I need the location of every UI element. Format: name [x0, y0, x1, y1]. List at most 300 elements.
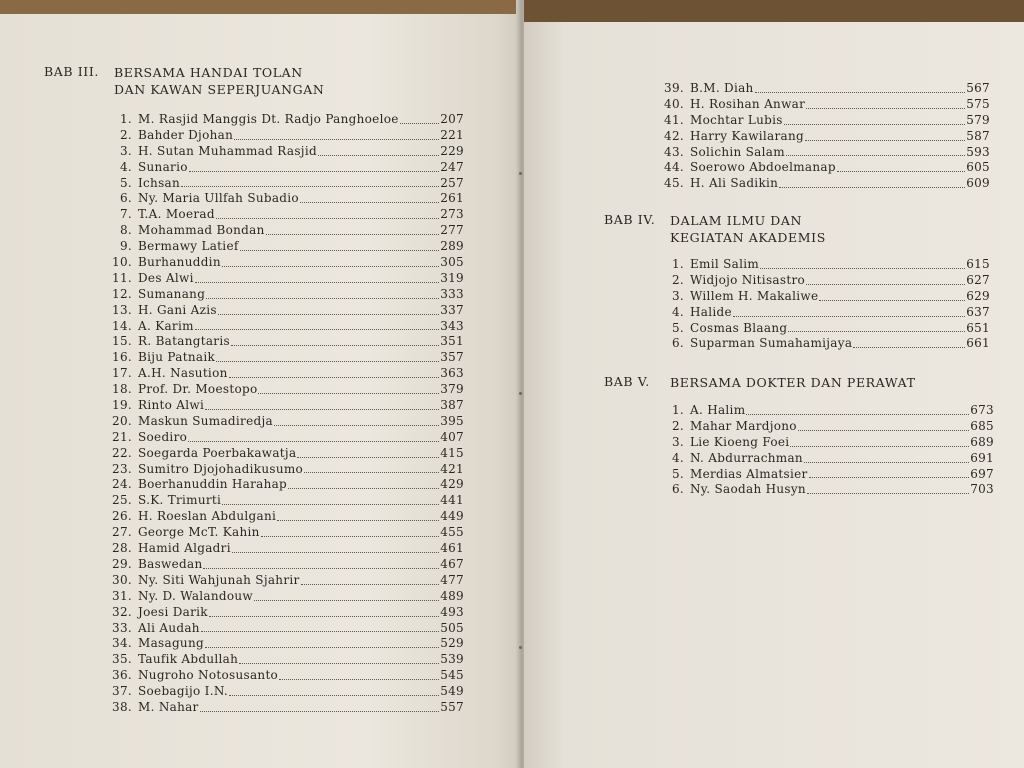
dot-leader [258, 393, 439, 394]
entry-number: 3. [119, 143, 132, 158]
dot-leader [206, 298, 439, 299]
toc-entry [112, 573, 464, 589]
entry-name: Masagung [138, 636, 204, 651]
toc-entry [664, 467, 994, 483]
entry-page-number: 333 [440, 286, 464, 301]
entry-number: 18. [112, 382, 132, 397]
entry-name: H. Rosihan Anwar [690, 96, 806, 111]
dot-leader [229, 377, 440, 378]
entry-page-number: 651 [966, 320, 990, 335]
entry-name: Solichin Salam [690, 144, 785, 159]
dot-leader [297, 457, 439, 458]
dot-leader [805, 140, 965, 141]
entry-name: Nugroho Notosusanto [138, 668, 279, 683]
chapter-label: BAB IV. [604, 212, 656, 227]
entry-number: 43. [664, 144, 684, 159]
entry-name: Soebagijo I.N. [138, 684, 228, 699]
entry-page-number: 395 [440, 413, 464, 428]
entry-number: 28. [112, 541, 132, 556]
entry-number: 4. [671, 450, 684, 465]
entry-number: 13. [112, 302, 132, 317]
entry-name: Cosmas Blaang [690, 320, 788, 335]
entry-page-number: 593 [966, 144, 990, 159]
entry-page-number: 605 [966, 160, 990, 175]
dot-leader [318, 155, 439, 156]
entry-number: 6. [119, 191, 132, 206]
entry-name: Mahar Mardjono [690, 418, 797, 433]
dot-leader [279, 679, 439, 680]
entry-name: S.K. Trimurti [138, 493, 222, 508]
entry-name: Biju Patnaik [138, 350, 216, 365]
dot-leader [195, 282, 439, 283]
toc-entry [112, 652, 464, 668]
entry-number: 6. [671, 336, 684, 351]
dot-leader [218, 314, 439, 315]
entry-name: M. Nahar [138, 699, 199, 714]
dot-leader [806, 284, 965, 285]
toc-entry [664, 81, 990, 97]
dot-leader [853, 347, 965, 348]
toc-entry [112, 509, 464, 525]
entry-number: 3. [671, 434, 684, 449]
entry-name: N. Abdurrachman [690, 450, 803, 465]
entry-page-number: 379 [440, 382, 464, 397]
dot-leader [288, 488, 439, 489]
entry-number: 7. [119, 207, 132, 222]
dot-leader [189, 171, 439, 172]
chapter-label: BAB III. [44, 64, 99, 79]
entry-number: 4. [671, 304, 684, 319]
entry-name: A.H. Nasution [138, 366, 228, 381]
entry-number: 22. [112, 445, 132, 460]
entry-number: 35. [112, 652, 132, 667]
toc-entry [112, 668, 464, 684]
toc-entry [112, 589, 464, 605]
entry-number: 21. [112, 429, 132, 444]
entry-name: Sumanang [138, 286, 206, 301]
toc-entry [664, 336, 990, 352]
toc-entry [112, 303, 464, 319]
entry-name: A. Halim [690, 403, 746, 417]
entry-page-number: 415 [440, 445, 464, 460]
entry-page-number: 549 [440, 684, 464, 699]
entry-page-number: 575 [966, 96, 990, 111]
toc-entry [112, 605, 464, 621]
dot-leader [239, 663, 439, 664]
entry-page-number: 661 [966, 336, 990, 351]
entry-page-number: 493 [440, 604, 464, 619]
dot-leader [837, 171, 965, 172]
dot-leader [804, 462, 969, 463]
entry-page-number: 629 [966, 288, 990, 303]
dot-leader [222, 266, 439, 267]
entry-page-number: 277 [440, 223, 464, 238]
toc-entry [112, 207, 464, 223]
entry-page-number: 609 [966, 176, 990, 191]
toc-entry [112, 446, 464, 462]
entry-number: 37. [112, 684, 132, 699]
toc-entry [112, 493, 464, 509]
entry-name: Ny. D. Walandouw [138, 588, 254, 603]
toc-entry [112, 414, 464, 430]
entry-page-number: 407 [440, 429, 464, 444]
toc-entry [112, 398, 464, 414]
entry-number: 5. [671, 320, 684, 335]
entry-name: B.M. Diah [690, 81, 754, 95]
dot-leader [819, 300, 965, 301]
entry-number: 24. [112, 477, 132, 492]
entry-name: H. Gani Azis [138, 302, 217, 317]
entry-name: Emil Salim [690, 257, 760, 271]
dot-leader [203, 568, 439, 569]
entry-name: Maskun Sumadiredja [138, 413, 273, 428]
entry-name: Sunario [138, 159, 188, 174]
toc-entry [112, 350, 464, 366]
entry-name: Rinto Alwi [138, 398, 205, 413]
chapter-title-line1: DALAM ILMU DAN [670, 213, 803, 228]
entry-name: Halide [690, 304, 732, 319]
toc-entry [664, 305, 990, 321]
dot-leader [755, 92, 966, 93]
dot-leader [216, 361, 439, 362]
entry-name: Soediro [138, 429, 188, 444]
dot-leader [760, 268, 965, 269]
entry-name: Willem H. Makaliwe [690, 288, 819, 303]
entry-name: Sumitro Djojohadikusumo [138, 461, 304, 476]
toc-entry [112, 112, 464, 128]
entry-page-number: 261 [440, 191, 464, 206]
dot-leader [209, 616, 439, 617]
toc-entry [112, 636, 464, 652]
dot-leader [195, 329, 439, 330]
entry-number: 33. [112, 620, 132, 635]
entry-name: Bermawy Latief [138, 239, 239, 254]
entry-name: Ichsan [138, 175, 181, 190]
entry-page-number: 529 [440, 636, 464, 651]
entry-page-number: 627 [966, 272, 990, 287]
toc-entry [112, 366, 464, 382]
toc-list-chapter-v [664, 403, 994, 498]
toc-entry [112, 271, 464, 287]
toc-entry [112, 255, 464, 271]
entry-name: A. Karim [138, 318, 194, 333]
entry-page-number: 441 [440, 493, 464, 508]
toc-entry [664, 257, 990, 273]
chapter-title-line1: BERSAMA HANDAI TOLAN [114, 65, 303, 80]
entry-name: Baswedan [138, 556, 203, 571]
chapter-title-line2: DAN KAWAN SEPERJUANGAN [114, 82, 325, 97]
entry-number: 12. [112, 286, 132, 301]
dot-leader [205, 647, 439, 648]
entry-page-number: 429 [440, 477, 464, 492]
entry-name: Burhanuddin [138, 255, 221, 270]
toc-entry [664, 113, 990, 129]
entry-page-number: 697 [970, 466, 994, 481]
entry-name: Widjojo Nitisastro [690, 272, 805, 287]
entry-name: Prof. Dr. Moestopo [138, 382, 258, 397]
toc-entry [112, 477, 464, 493]
entry-page-number: 587 [966, 128, 990, 143]
toc-entry [112, 334, 464, 350]
dot-leader [240, 250, 440, 251]
toc-entry [664, 321, 990, 337]
entry-number: 16. [112, 350, 132, 365]
toc-entry [112, 128, 464, 144]
dot-leader [277, 520, 439, 521]
chapter-label: BAB V. [604, 374, 650, 389]
entry-number: 44. [664, 160, 684, 175]
entry-page-number: 305 [440, 255, 464, 270]
entry-page-number: 579 [966, 112, 990, 127]
entry-name: Taufik Abdullah [138, 652, 239, 667]
entry-page-number: 357 [440, 350, 464, 365]
entry-number: 8. [119, 223, 132, 238]
entry-name: T.A. Moerad [138, 207, 215, 222]
toc-entry [112, 621, 464, 637]
dot-leader [790, 446, 969, 447]
dot-leader [200, 711, 440, 712]
entry-number: 1. [671, 403, 684, 417]
entry-number: 17. [112, 366, 132, 381]
entry-number: 27. [112, 525, 132, 540]
entry-number: 23. [112, 461, 132, 476]
toc-entry [112, 160, 464, 176]
entry-number: 39. [664, 81, 684, 95]
dot-leader [809, 477, 970, 478]
toc-list-chapter-iii [112, 112, 464, 716]
right-page [524, 0, 1024, 768]
entry-page-number: 289 [440, 239, 464, 254]
entry-page-number: 247 [440, 159, 464, 174]
entry-name: Suparman Sumahamijaya [690, 336, 853, 351]
dot-leader [400, 123, 440, 124]
entry-page-number: 257 [440, 175, 464, 190]
toc-entry [664, 97, 990, 113]
entry-number: 2. [671, 418, 684, 433]
entry-name: Hamid Algadri [138, 541, 231, 556]
entry-page-number: 545 [440, 668, 464, 683]
toc-entry [664, 176, 990, 192]
toc-entry [112, 525, 464, 541]
entry-name: Boerhanuddin Harahap [138, 477, 288, 492]
entry-name: Joesi Darik [138, 604, 208, 619]
entry-number: 29. [112, 556, 132, 571]
entry-number: 6. [671, 482, 684, 497]
dot-leader [232, 552, 439, 553]
toc-entry [664, 289, 990, 305]
entry-page-number: 363 [440, 366, 464, 381]
toc-entry [664, 451, 994, 467]
toc-entry [664, 273, 990, 289]
toc-entry [664, 435, 994, 451]
entry-number: 11. [112, 270, 132, 285]
toc-entry [112, 223, 464, 239]
entry-number: 10. [112, 255, 132, 270]
entry-name: Bahder Djohan [138, 127, 234, 142]
entry-page-number: 703 [970, 482, 994, 497]
entry-name: Soerowo Abdoelmanap [690, 160, 836, 175]
entry-page-number: 673 [970, 403, 994, 417]
dot-leader [807, 493, 969, 494]
dot-leader [201, 631, 439, 632]
toc-entry [112, 239, 464, 255]
toc-entry [664, 482, 994, 498]
toc-list-continued [664, 81, 990, 192]
dot-leader [205, 409, 439, 410]
dot-leader [788, 331, 965, 332]
entry-page-number: 477 [440, 572, 464, 587]
entry-number: 31. [112, 588, 132, 603]
entry-name: H. Roeslan Abdulgani [138, 509, 277, 524]
dot-leader [231, 345, 439, 346]
binding-stitch [519, 172, 522, 175]
dot-leader [733, 316, 965, 317]
dot-leader [229, 695, 439, 696]
entry-number: 2. [671, 272, 684, 287]
entry-number: 1. [119, 112, 132, 126]
entry-page-number: 273 [440, 207, 464, 222]
binding-stitch [519, 646, 522, 649]
entry-page-number: 229 [440, 143, 464, 158]
entry-page-number: 351 [440, 334, 464, 349]
entry-page-number: 567 [966, 81, 990, 95]
entry-page-number: 615 [966, 257, 990, 271]
toc-entry [112, 382, 464, 398]
entry-number: 45. [664, 176, 684, 191]
dot-leader [188, 441, 439, 442]
toc-entry [112, 462, 464, 478]
entry-number: 38. [112, 699, 132, 714]
entry-name: Soegarda Poerbakawatja [138, 445, 297, 460]
dot-leader [784, 124, 965, 125]
dot-leader [304, 472, 439, 473]
toc-entry [112, 144, 464, 160]
entry-number: 32. [112, 604, 132, 619]
toc-entry [112, 176, 464, 192]
entry-name: Ny. Saodah Husyn [690, 482, 806, 497]
toc-entry [664, 145, 990, 161]
toc-entry [664, 129, 990, 145]
entry-page-number: 637 [966, 304, 990, 319]
entry-number: 25. [112, 493, 132, 508]
entry-page-number: 337 [440, 302, 464, 317]
entry-name: Ny. Maria Ullfah Subadio [138, 191, 299, 206]
toc-entry [112, 287, 464, 303]
entry-number: 15. [112, 334, 132, 349]
entry-name: Mohammad Bondan [138, 223, 265, 238]
entry-name: M. Rasjid Manggis Dt. Radjo Panghoeloe [138, 112, 399, 126]
entry-name: Des Alwi [138, 270, 194, 285]
dot-leader [222, 504, 439, 505]
entry-number: 40. [664, 96, 684, 111]
entry-name: Ny. Siti Wahjunah Sjahrir [138, 572, 300, 587]
entry-page-number: 685 [970, 418, 994, 433]
dot-leader [266, 234, 440, 235]
entry-number: 34. [112, 636, 132, 651]
toc-list-chapter-iv [664, 257, 990, 352]
dot-leader [798, 430, 969, 431]
entry-number: 42. [664, 128, 684, 143]
toc-entry [112, 700, 464, 716]
entry-number: 1. [671, 257, 684, 271]
entry-number: 26. [112, 509, 132, 524]
entry-page-number: 343 [440, 318, 464, 333]
toc-entry [112, 191, 464, 207]
entry-page-number: 691 [970, 450, 994, 465]
dot-leader [181, 186, 439, 187]
dot-leader [300, 202, 439, 203]
entry-name: Harry Kawilarang [690, 128, 805, 143]
entry-page-number: 421 [440, 461, 464, 476]
entry-name: Mochtar Lubis [690, 112, 783, 127]
entry-number: 2. [119, 127, 132, 142]
entry-number: 19. [112, 398, 132, 413]
dot-leader [786, 155, 965, 156]
dot-leader [746, 414, 969, 415]
entry-number: 5. [671, 466, 684, 481]
toc-entry [664, 419, 994, 435]
dot-leader [254, 600, 439, 601]
entry-name: R. Batangtaris [138, 334, 230, 349]
entry-name: H. Sutan Muhammad Rasjid [138, 143, 317, 158]
entry-name: Lie Kioeng Foei [690, 434, 790, 449]
entry-page-number: 207 [440, 112, 464, 126]
entry-number: 9. [119, 239, 132, 254]
entry-page-number: 489 [440, 588, 464, 603]
dot-leader [779, 187, 965, 188]
entry-page-number: 455 [440, 525, 464, 540]
entry-number: 20. [112, 413, 132, 428]
entry-name: H. Ali Sadikin [690, 176, 779, 191]
entry-page-number: 505 [440, 620, 464, 635]
entry-page-number: 449 [440, 509, 464, 524]
dot-leader [261, 536, 440, 537]
entry-name: Merdias Almatsier [690, 466, 808, 481]
toc-entry [112, 319, 464, 335]
toc-entry [664, 403, 994, 419]
dot-leader [806, 108, 965, 109]
entry-number: 5. [119, 175, 132, 190]
entry-page-number: 221 [440, 127, 464, 142]
entry-page-number: 557 [440, 699, 464, 714]
entry-name: Ali Audah [138, 620, 200, 635]
entry-number: 36. [112, 668, 132, 683]
entry-number: 14. [112, 318, 132, 333]
entry-number: 30. [112, 572, 132, 587]
chapter-title-line1: BERSAMA DOKTER DAN PERAWAT [670, 375, 916, 390]
entry-number: 41. [664, 112, 684, 127]
toc-entry [112, 541, 464, 557]
entry-page-number: 387 [440, 398, 464, 413]
toc-entry [664, 160, 990, 176]
entry-page-number: 461 [440, 541, 464, 556]
entry-page-number: 539 [440, 652, 464, 667]
entry-page-number: 689 [970, 434, 994, 449]
entry-page-number: 319 [440, 270, 464, 285]
dot-leader [301, 584, 440, 585]
binding-stitch [519, 392, 522, 395]
toc-entry [112, 557, 464, 573]
chapter-title-line2: KEGIATAN AKADEMIS [670, 230, 826, 245]
dot-leader [234, 139, 439, 140]
dot-leader [216, 218, 439, 219]
toc-entry [112, 430, 464, 446]
entry-page-number: 467 [440, 556, 464, 571]
toc-entry [112, 684, 464, 700]
entry-number: 4. [119, 159, 132, 174]
dot-leader [274, 425, 439, 426]
entry-name: George McT. Kahin [138, 525, 260, 540]
